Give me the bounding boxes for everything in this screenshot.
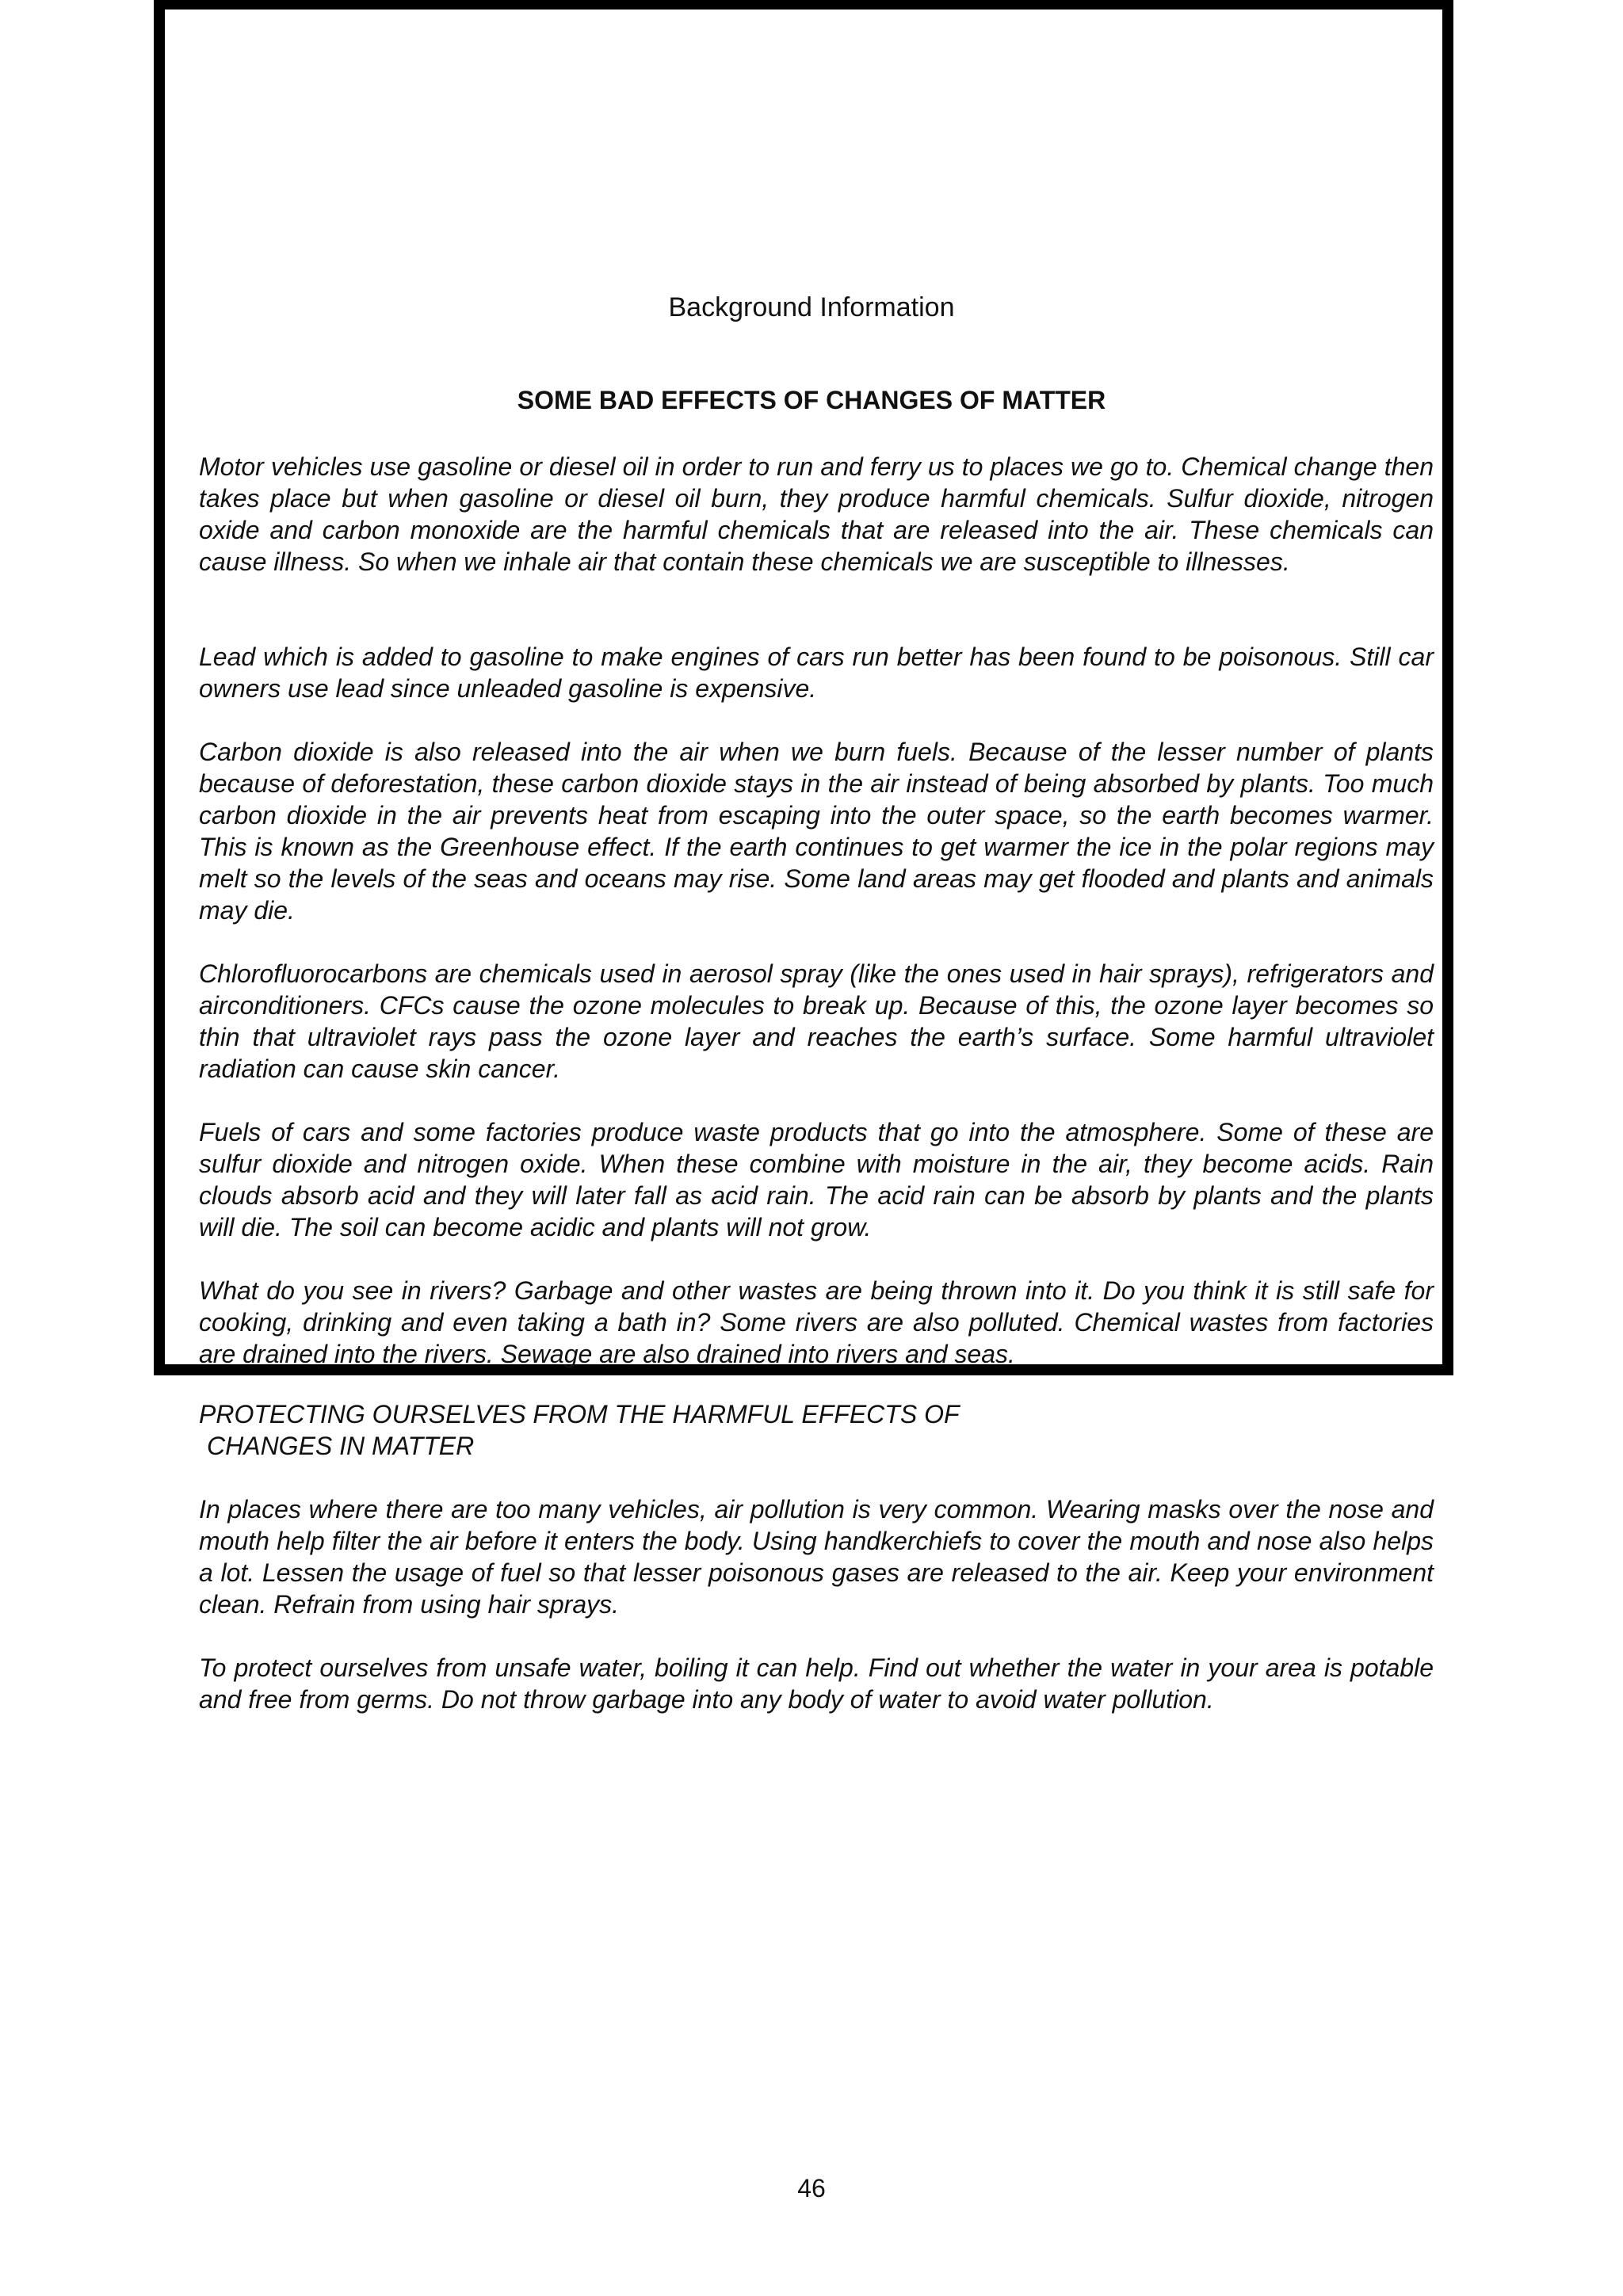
paragraph-motor-vehicles: Motor vehicles use gasoline or diesel oil in order to run and ferry us to places we go to. Chemical change then takes place but when gasoline or diesel oil burn, they produce harmful chemicals. Sulfur dioxide, nitrogen oxide and carbon monoxide are the harmful chemicals that are released into the air. These chemicals can cause illness. So when we inhale air that contain these chemicals we are susceptible to illnesses. xyxy=(199,452,1434,576)
protect-heading xyxy=(199,1398,1434,1462)
paragraph-carbon-dioxide: Carbon dioxide is also released into the air when we burn fuels. Because of the lesser number of plants because of deforestation, these carbon dioxide stays in the air instead of being absorbed by plants. Too much carbon dioxide in the air prevents heat from escaping into the outer space, so the earth becomes warmer. This is known as the Greenhouse effect. If the earth continues to get warmer the ice in the polar regions may melt so the levels of the seas and oceans may rise. Some land areas may get flooded and plants and animals may die. xyxy=(199,738,1434,925)
paragraph-acid-rain: Fuels of cars and some factories produce waste products that go into the atmosphere. Some of these are sulfur dioxide and nitrogen oxide. When these combine with moisture in the air, they become acids. Rain clouds absorb acid and they will later fall as acid rain. The acid rain can be absorb by plants and the plants will die. The soil can become acidic and plants will not grow. xyxy=(199,1118,1434,1241)
page-number: 46 xyxy=(797,2174,826,2203)
protect-heading-line2: CHANGES IN MATTER xyxy=(207,1432,475,1460)
paragraph-lead: Lead which is added to gasoline to make engines of cars run better has been found to be poisonous. Still car owners use lead since unleaded gasoline is expensive. xyxy=(199,643,1434,703)
main-heading: SOME BAD EFFECTS OF CHANGES OF MATTER xyxy=(517,386,1106,414)
paragraph-cfc: Chlorofluorocarbons are chemicals used in aerosol spray (like the ones used in hair sprays), refrigerators and airconditioners. CFCs cause the ozone molecules to break up. Because of this, the ozone layer becomes so thin that ultraviolet rays pass the ozone layer and reaches the earth’s surface. Some harmful ultraviolet radiation can cause skin cancer. xyxy=(199,959,1434,1083)
protect-heading-line1: PROTECTING OURSELVES FROM THE HARMFUL EFFECTS OF xyxy=(199,1400,960,1428)
paragraph-water-protection: To protect ourselves from unsafe water, boiling it can help. Find out whether the water in your area is potable and free from germs. Do not throw garbage into any body of water to avoid water pollution. xyxy=(199,1653,1434,1714)
section-label: Background Information xyxy=(668,292,955,322)
paragraph-air-protection: In places where there are too many vehicles, air pollution is very common. Wearing masks over the nose and mouth help filter the air before it enters the body. Using handkerchiefs to cover the mouth and nose also helps a lot. Lessen the usage of fuel so that lesser poisonous gases are released to the air. Keep your environment clean. Refrain from using hair sprays. xyxy=(199,1495,1434,1619)
paragraph-rivers: What do you see in rivers? Garbage and other wastes are being thrown into it. Do you think it is still safe for cooking, drinking and even taking a bath in? Some rivers are also polluted. Chemical wastes from factories are drained into the rivers. Sewage are also drained into rivers and seas. xyxy=(199,1276,1434,1368)
